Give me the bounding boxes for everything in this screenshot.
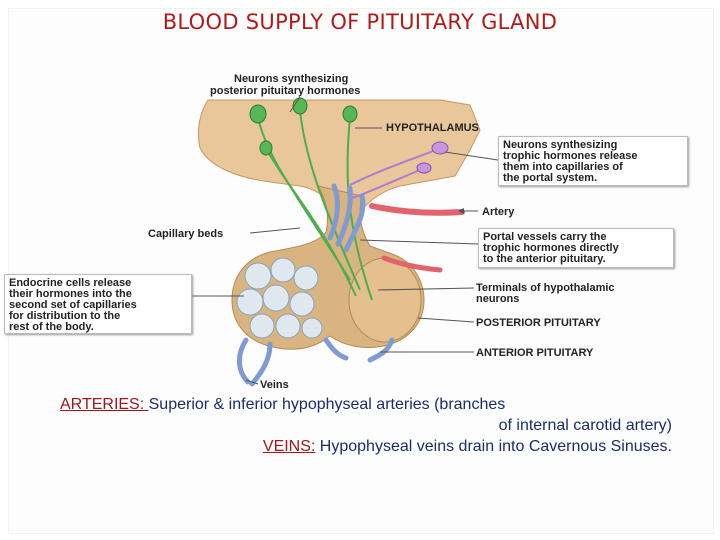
callout-portal-vessels-3: to the anterior pituitary. bbox=[483, 253, 606, 265]
callout-endocrine-cells-1: Endocrine cells release bbox=[9, 277, 132, 289]
veins-text: Hypophyseal veins drain into Cavernous Sinuses. bbox=[315, 438, 672, 455]
arteries-text-1: Superior & inferior hypophyseal arteries (branches bbox=[148, 396, 506, 413]
label-veins: Veins bbox=[260, 379, 289, 391]
posterior-lobe bbox=[349, 258, 421, 342]
callout-endocrine-cells-3: second set of capillaries bbox=[9, 299, 137, 311]
label-hypothalamus: HYPOTHALAMUS bbox=[386, 122, 479, 134]
callout-portal-vessels bbox=[478, 228, 674, 268]
label-posterior-pituitary: POSTERIOR PITUITARY bbox=[476, 317, 601, 329]
callout-endocrine-cells-4: for distribution to the bbox=[9, 310, 121, 322]
callout-endocrine-cells-5: rest of the body. bbox=[9, 321, 94, 333]
label-terminals-1: Terminals of hypothalamic bbox=[476, 282, 615, 294]
callout-endocrine-cells-text bbox=[5, 275, 191, 333]
veins-label: VEINS: bbox=[262, 438, 316, 455]
label-terminals-2: neurons bbox=[476, 293, 520, 305]
callout-portal-vessels-2: trophic hormones directly bbox=[483, 242, 619, 254]
callout-neurons-trophic-3: them into capillaries of bbox=[503, 161, 623, 173]
label-capillary-beds: Capillary beds bbox=[148, 228, 224, 240]
label-terminals bbox=[476, 282, 615, 305]
callout-neurons-trophic-4: the portal system. bbox=[503, 172, 598, 184]
label-neurons-posterior-1: Neurons synthesizing bbox=[234, 73, 349, 85]
label-artery: Artery bbox=[482, 206, 515, 218]
arteries-text-2: of internal carotid artery) bbox=[498, 417, 672, 434]
caption-notes bbox=[60, 394, 672, 457]
label-neurons-posterior-2: posterior pituitary hormones bbox=[210, 85, 361, 97]
callout-endocrine-cells-2: their hormones into the bbox=[9, 288, 132, 300]
artery-vessel bbox=[372, 206, 462, 213]
callout-portal-vessels-1: Portal vessels carry the bbox=[483, 231, 607, 243]
callout-endocrine-cells bbox=[4, 274, 192, 334]
arteries-label: ARTERIES: bbox=[60, 396, 149, 413]
callout-portal-vessels-text bbox=[479, 229, 673, 267]
slide-title: BLOOD SUPPLY OF PITUITARY GLAND bbox=[162, 10, 558, 34]
arteries-line bbox=[60, 394, 672, 415]
callout-neurons-trophic-text bbox=[499, 137, 687, 185]
label-neurons-posterior bbox=[210, 73, 360, 97]
arteries-line-2 bbox=[60, 415, 672, 436]
callout-neurons-trophic bbox=[498, 136, 688, 186]
endocrine-cells bbox=[237, 258, 322, 338]
callout-neurons-trophic-1: Neurons synthesizing bbox=[503, 139, 618, 151]
veins-line bbox=[60, 436, 672, 457]
label-anterior-pituitary: ANTERIOR PITUITARY bbox=[476, 347, 594, 359]
callout-neurons-trophic-2: trophic hormones release bbox=[503, 150, 638, 162]
